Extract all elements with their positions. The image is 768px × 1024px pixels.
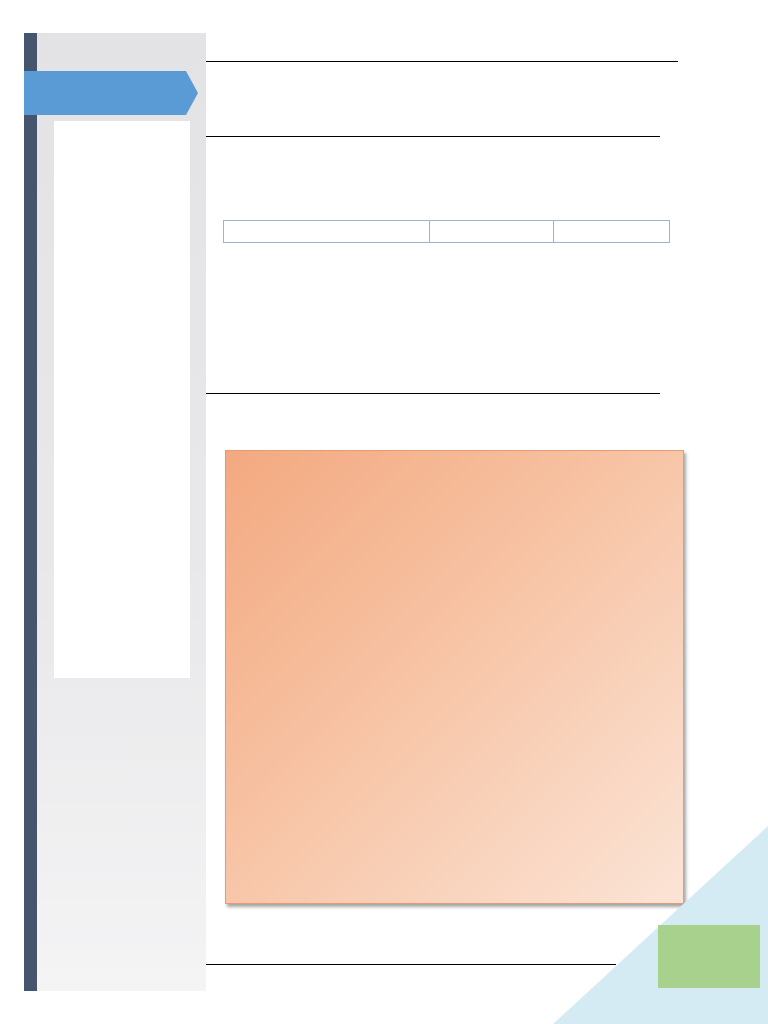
table-rule xyxy=(206,393,660,394)
header-quantities xyxy=(429,221,554,243)
header-shapes xyxy=(554,221,670,243)
header-rule xyxy=(206,61,678,62)
objectives-tab xyxy=(24,71,198,115)
sidebar-accent-bar xyxy=(24,33,37,991)
title-rule xyxy=(206,136,660,137)
table-header-row xyxy=(224,221,670,243)
vocabulary-table xyxy=(223,220,670,243)
page-number xyxy=(658,925,760,988)
objectives-box xyxy=(54,121,190,678)
header-containers xyxy=(224,221,430,243)
